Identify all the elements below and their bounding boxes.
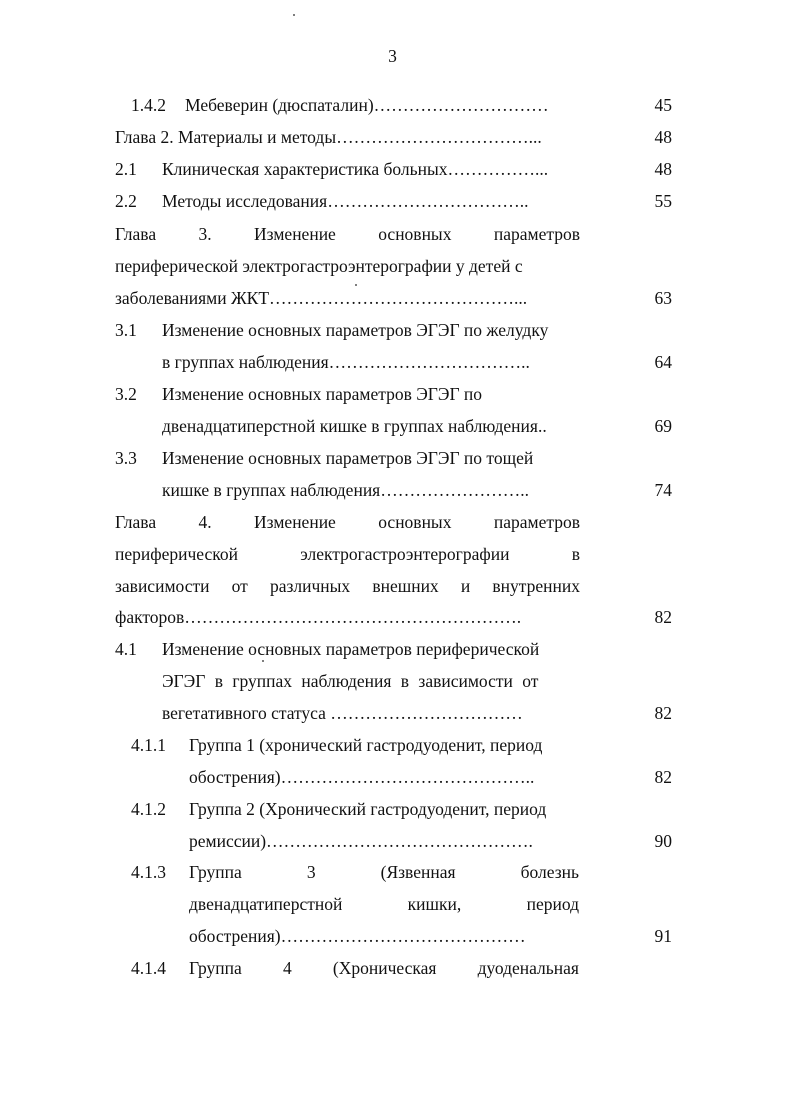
word: (Язвенная	[380, 862, 456, 882]
word: параметров	[493, 512, 580, 532]
toc-entry-title-line: ЭГЭГ в группах наблюдения в зависимости от	[162, 671, 539, 691]
toc-entry-page: 55	[654, 191, 672, 211]
toc-entry-page: 82	[654, 607, 672, 627]
toc-entry-number: 3.1	[115, 320, 137, 340]
word: основных	[378, 512, 452, 532]
word: периферической	[115, 544, 238, 564]
toc-entry-page: 48	[654, 127, 672, 147]
toc-entry-page: 48	[654, 159, 672, 179]
word: Глава	[115, 224, 157, 244]
word: 3	[306, 862, 316, 882]
word: параметров	[493, 224, 580, 244]
toc-entry-title-line: заболеваниями ЖКТ……………………………………...	[115, 288, 528, 308]
scan-speck	[293, 14, 295, 16]
word: основных	[378, 224, 452, 244]
toc-entry-page: 82	[654, 767, 672, 787]
toc-entry-page: 74	[654, 480, 672, 500]
toc-entry-title-line: Изменение основных параметров ЭГЭГ по	[162, 384, 483, 404]
toc-entry-number: 1.4.2	[131, 95, 166, 115]
toc-entry-page: 91	[654, 926, 672, 946]
toc-entry-number: 4.1.1	[131, 735, 166, 755]
toc-entry-page: 90	[654, 831, 672, 851]
word: (Хроническая	[332, 958, 437, 978]
toc-entry-number: 2.2	[115, 191, 137, 211]
toc-entry-title-line	[115, 544, 580, 564]
toc-entry-number: 4.1.4	[131, 958, 166, 978]
toc-entry-number: 4.1	[115, 639, 137, 659]
toc-entry-page: 63	[654, 288, 672, 308]
word: двенадцатиперстной	[189, 894, 343, 914]
toc-entry-page: 82	[654, 703, 672, 723]
toc-entry-number: 4.1.2	[131, 799, 166, 819]
toc-entry-title-line: кишке в группах наблюдения……………………..	[162, 480, 529, 500]
word: болезнь	[520, 862, 579, 882]
word: от	[231, 576, 248, 596]
toc-entry-title-line: факторов………………………………………………….	[115, 607, 522, 627]
word: кишки,	[407, 894, 462, 914]
toc-entry-title-line: обострения)……………………………………..	[189, 767, 535, 787]
toc-entry-title-line	[189, 958, 579, 978]
toc-entry-title-line: двенадцатиперстной кишке в группах наблюдения..	[162, 416, 547, 436]
word: Изменение	[254, 512, 336, 532]
toc-entry-title-line	[115, 576, 580, 596]
toc-entry-title-line: Группа 2 (Хронический гастродуоденит, период	[189, 799, 547, 819]
toc-entry-title-line	[189, 894, 579, 914]
toc-entry-title-line: Группа 1 (хронический гастродуоденит, период	[189, 735, 543, 755]
page-number: 3	[388, 46, 397, 66]
word: внутренних	[492, 576, 580, 596]
scan-speck	[355, 284, 357, 286]
toc-entry-title-line	[115, 224, 580, 244]
word: Группа	[189, 958, 242, 978]
toc-entry-page: 45	[654, 95, 672, 115]
toc-entry-title-line: Изменение основных параметров периферической	[162, 639, 540, 659]
toc-entry-title: Клиническая характеристика больных……………...	[162, 159, 549, 179]
toc-entry-number: 2.1	[115, 159, 137, 179]
toc-entry-page: 69	[654, 416, 672, 436]
scan-speck	[262, 660, 264, 662]
word: в	[571, 544, 580, 564]
word: 3.	[198, 224, 212, 244]
toc-entry-page: 64	[654, 352, 672, 372]
word: различных	[269, 576, 351, 596]
word: 4.	[198, 512, 212, 532]
toc-entry-title: Методы исследования……………………………..	[162, 191, 529, 211]
toc-entry-number: 4.1.3	[131, 862, 166, 882]
toc-entry-title-line	[189, 862, 579, 882]
toc-entry-title-line: периферической электрогастроэнтерографии у детей с	[115, 256, 523, 276]
toc-entry-number: 3.2	[115, 384, 137, 404]
word: Изменение	[254, 224, 336, 244]
word: Группа	[189, 862, 242, 882]
toc-entry-title: Глава 2. Материалы и методы……………………………...	[115, 127, 542, 147]
word: дуоденальная	[477, 958, 579, 978]
toc-entry-title-line: обострения)……………………………………	[189, 926, 526, 946]
word: период	[526, 894, 579, 914]
word: внешних	[372, 576, 439, 596]
toc-entry-title-line: вегетативного статуса ……………………………	[162, 703, 523, 723]
word: электрогастроэнтерографии	[300, 544, 510, 564]
word: Глава	[115, 512, 157, 532]
toc-entry-title-line: ремиссии)……………………………………….	[189, 831, 533, 851]
toc-entry-number: 3.3	[115, 448, 137, 468]
word: и	[460, 576, 471, 596]
toc-entry-title-line	[115, 512, 580, 532]
toc-entry-title-line: в группах наблюдения……………………………..	[162, 352, 530, 372]
toc-entry-title-line: Изменение основных параметров ЭГЭГ по тощей	[162, 448, 534, 468]
toc-entry-title-line: Изменение основных параметров ЭГЭГ по желудку	[162, 320, 549, 340]
word: 4	[282, 958, 292, 978]
toc-entry-title: Мебеверин (дюспаталин)…………………………	[185, 95, 549, 115]
word: зависимости	[115, 576, 210, 596]
